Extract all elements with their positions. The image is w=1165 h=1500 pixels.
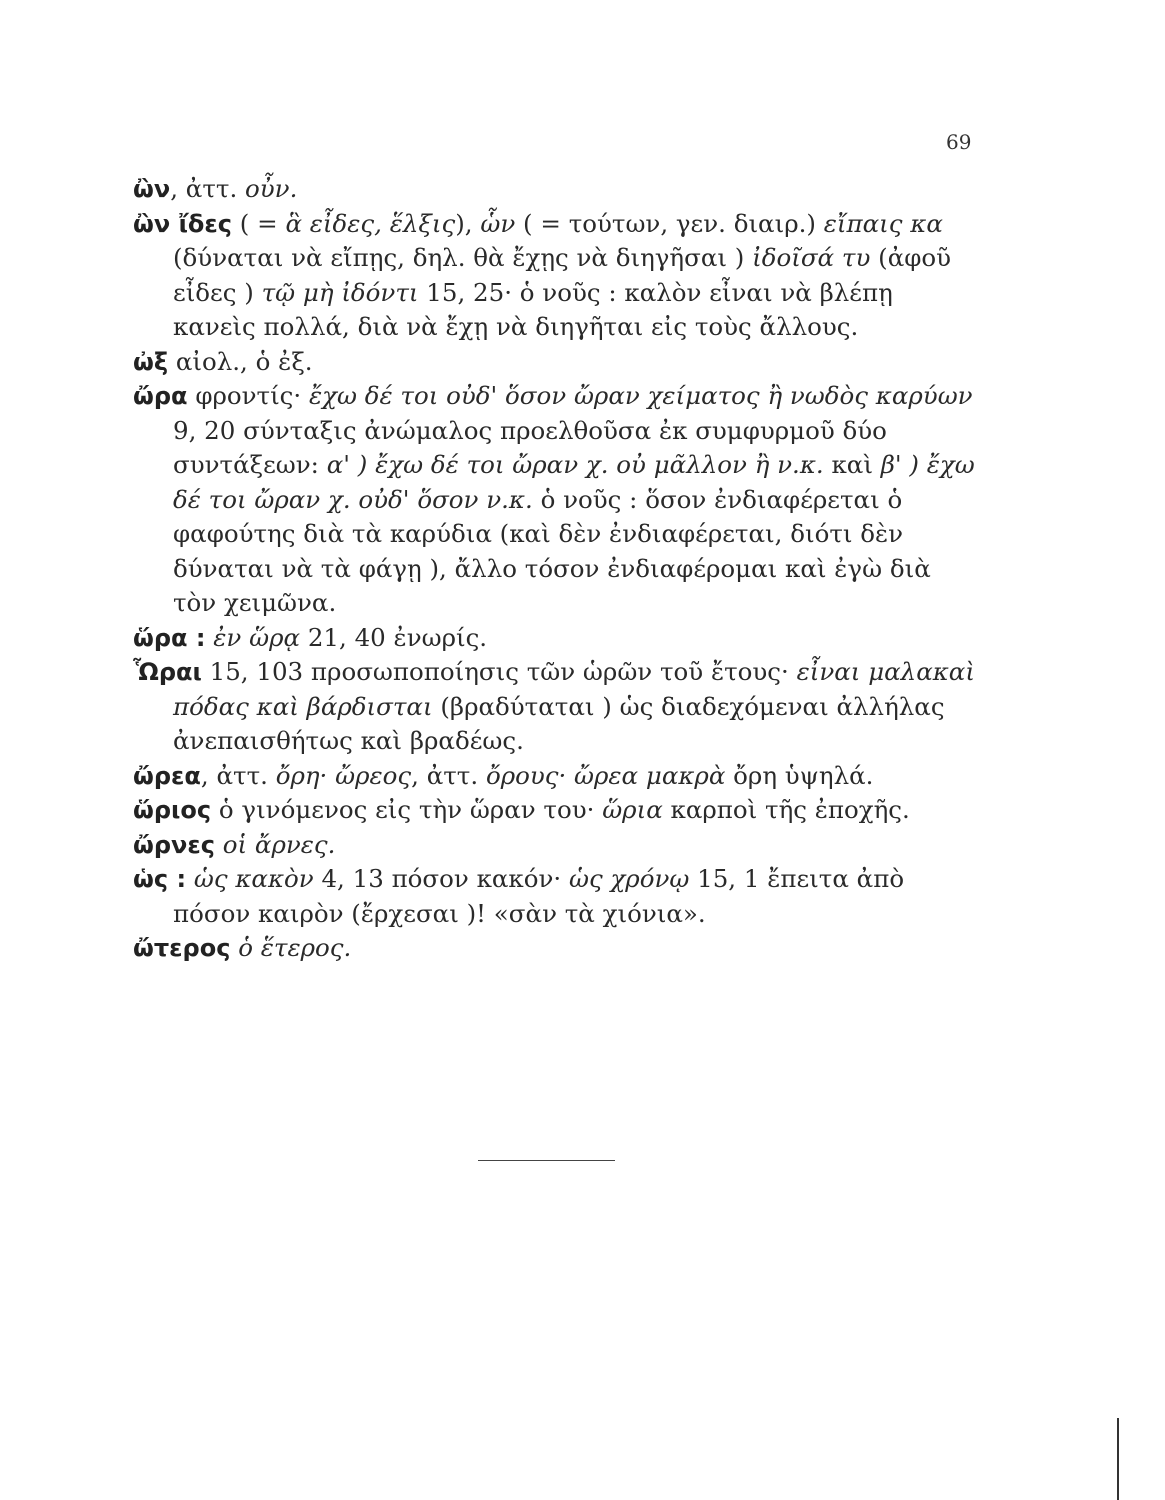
- entry-text: [215, 830, 223, 859]
- glossary-entry: [133, 862, 978, 931]
- entry-text: [186, 864, 194, 893]
- headword: ὥριος: [133, 796, 212, 824]
- italic-text: ὄρη· ὤρεος: [275, 760, 412, 790]
- headword: ὤρεα: [133, 761, 201, 790]
- italic-text: οὖν.: [245, 174, 298, 203]
- end-rule: [478, 1160, 615, 1161]
- headword: ὠξ: [133, 347, 169, 376]
- glossary-entry: [133, 207, 978, 345]
- italic-text: εἶναι μαλακαὶ πόδας καὶ βάρδισται: [173, 657, 975, 721]
- entry-text: καρποὶ τῆς ἐποχῆς.: [662, 795, 910, 824]
- glossary-entry: [133, 621, 978, 656]
- glossary-entry: [133, 655, 978, 759]
- entry-text: , ἀττ.: [200, 760, 276, 790]
- glossary-entry: [133, 931, 978, 966]
- headword: ὢν: [133, 175, 171, 203]
- margin-mark: [1117, 1418, 1119, 1500]
- italic-text: οἱ ἄρνες.: [222, 829, 336, 859]
- italic-text: ἃ εἶδες, ἕλξις: [285, 208, 456, 238]
- entry-text: (δύναται νὰ εἴπῃς, δηλ. θὰ ἔχῃς νὰ διηγῆσαι ): [173, 243, 753, 272]
- entry-text: 15, 1 ἔπειτα ἀπὸ πόσον καιρὸν (ἔρχεσαι )! «σὰν τὰ χιόνια».: [173, 864, 905, 928]
- headword: ὡς :: [133, 865, 187, 893]
- italic-text: ὡς κακὸν: [193, 864, 314, 893]
- italic-text: ἐν ὥρᾳ: [213, 622, 301, 652]
- page-number: 69: [946, 130, 972, 154]
- italic-text: ὡς χρόνῳ: [568, 864, 690, 893]
- headword: ὥρα :: [133, 623, 206, 652]
- italic-text: β' ) ἔχω δέ τοι ὤραν χ. οὐδ' ὅσον ν.κ.: [173, 450, 975, 514]
- glossary-entry: [133, 793, 978, 828]
- entry-text: ( =: [232, 208, 286, 238]
- entry-text: (ἀφοῦ εἶδες ): [173, 243, 952, 307]
- glossary-entry: [133, 345, 978, 380]
- headword: ὤρα: [133, 382, 188, 410]
- glossary-entries: [133, 172, 978, 966]
- headword: Ὧραι: [133, 658, 202, 686]
- entry-text: , ἀττ.: [170, 174, 246, 203]
- entry-text: ὁ νοῦς : ὅσον ἐνδιαφέρεται ὁ φαφούτης διὰ τὰ καρύδια (καὶ δὲν ἐνδιαφέρεται, διότι δὲν δύναται νὰ τὰ φάγῃ ), ἄλλο τόσον ἐνδιαφέρομαι καὶ ἐγὼ διὰ τὸν χειμῶνα.: [173, 484, 931, 617]
- italic-text: α' ) ἔχω δέ τοι ὤραν χ. οὐ μᾶλλον ἢ ν.κ.: [326, 450, 824, 479]
- entry-text: 4, 13 πόσον κακόν·: [313, 864, 569, 893]
- entry-text: ),: [455, 208, 481, 238]
- italic-text: ὁ ἕτερος.: [238, 933, 352, 962]
- entry-text: ὁ γινόμενος εἰς τὴν ὥραν του·: [211, 795, 603, 824]
- italic-text: ἰδοῖσά τυ: [752, 243, 871, 272]
- entry-text: 15, 25· ὁ νοῦς : καλὸν εἶναι νὰ βλέπῃ κανεὶς πολλά, διὰ νὰ ἔχῃ νὰ διηγῆται εἰς τοὺς ἄλλους.: [173, 277, 893, 341]
- entry-text: 15, 103 προσωποποίησις τῶν ὡρῶν τοῦ ἔτους·: [201, 657, 797, 686]
- entry-text: ὄρη ὑψηλά.: [725, 760, 874, 790]
- entry-text: ( = τούτων, γεν. διαιρ.): [515, 208, 824, 238]
- headword: ὤτερος: [133, 934, 231, 962]
- entry-text: αἰολ., ὁ ἐξ.: [168, 346, 313, 376]
- glossary-entry: [133, 759, 978, 794]
- glossary-entry: [133, 172, 978, 207]
- italic-text: ὥρια: [602, 795, 663, 824]
- italic-text: τῷ μὴ ἰδόντι: [261, 277, 419, 307]
- italic-text: εἴπαις κα: [823, 208, 943, 238]
- headword: ὤρνες: [133, 830, 215, 859]
- entry-text: 21, 40 ἐνωρίς.: [300, 622, 488, 652]
- entry-text: (βραδύταται ) ὡς διαδεχόμεναι ἀλλήλας ἀνεπαισθήτως καὶ βραδέως.: [173, 691, 945, 755]
- italic-text: ὧν: [480, 208, 516, 238]
- italic-text: ὄρους· ὤρεα μακρὰ: [485, 760, 726, 790]
- glossary-entry: [133, 379, 978, 621]
- entry-text: , ἀττ.: [411, 760, 486, 790]
- headword: ὢν ἴδες: [133, 209, 232, 238]
- glossary-entry: [133, 828, 978, 863]
- entry-text: καὶ: [823, 450, 881, 479]
- entry-text: φροντίς·: [187, 381, 309, 410]
- italic-text: ἔχω δέ τοι οὐδ' ὅσον ὤραν χείματος ἢ νωδὸς καρύων: [308, 381, 973, 410]
- entry-text: 9, 20 σύνταξις ἀνώμαλος προελθοῦσα ἐκ συμφυρμοῦ δύο συντάξεων:: [173, 415, 887, 479]
